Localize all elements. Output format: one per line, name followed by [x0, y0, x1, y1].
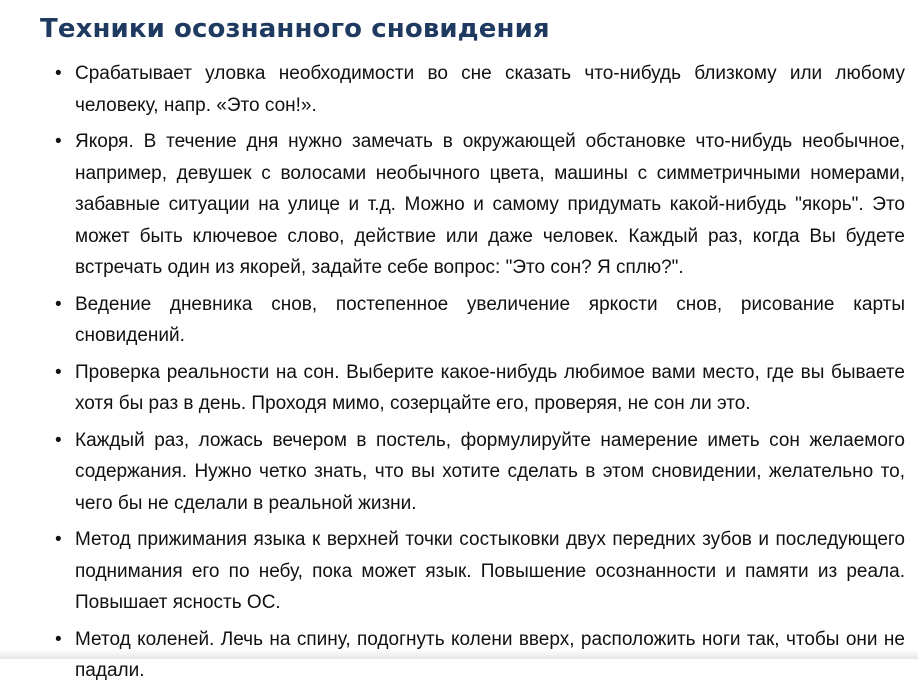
bullet-icon: •	[55, 293, 62, 315]
document-title: Техники осознанного сновидения	[40, 14, 550, 44]
bullet-icon: •	[55, 131, 62, 152]
bullet-icon: •	[55, 529, 62, 550]
list-item-text: Срабатывает уловка необходимости во сне сказать что-нибудь близкому или любому человеку, напр. «Это сон!».	[75, 63, 905, 116]
bullet-icon: •	[55, 63, 62, 84]
bullet-icon: •	[55, 429, 62, 451]
list-item	[55, 357, 905, 420]
techniques-list	[55, 58, 905, 692]
list-item	[55, 425, 905, 520]
list-item-text: Метод коленей. Лечь на спину, подогнуть колени вверх, расположить ноги так, чтобы они не падали.	[75, 628, 905, 681]
bullet-icon: •	[55, 361, 62, 383]
list-item	[55, 58, 905, 121]
list-item-text: Якоря. В течение дня нужно замечать в окружающей обстановке что-нибудь необычное, например, девушек с волосами необычного цвета, машины с симметричными номерами, забавные ситуации на улице и т.д. Можно и самому придумать какой-нибудь "якорь". Это может быть ключевое слово, действие или даже человек. Каждый раз, когда Вы будете встречать один из якорей, задайте себе вопрос: "Это сон? Я сплю?".	[75, 131, 905, 278]
list-item-text: Ведение дневника снов, постепенное увеличение яркости снов, рисование карты сновидений.	[75, 293, 905, 346]
list-item	[55, 524, 905, 619]
list-item-text: Метод прижимания языка к верхней точки состыковки двух передних зубов и последующего поднимания его по небу, пока может язык. Повышение осознанности и памяти из реала. Повышает ясность ОС.	[75, 529, 905, 613]
page-bottom-shadow	[0, 649, 918, 659]
list-item-text: Каждый раз, ложась вечером в постель, формулируйте намерение иметь сон желаемого содержания. Нужно четко знать, что вы хотите сделать в этом сновидении, желательно то, чего бы не сделали в реальной жизни.	[75, 429, 905, 514]
list-item-text: Проверка реальности на сон. Выберите какое-нибудь любимое вами место, где вы бываете хотя бы раз в день. Проходя мимо, созерцайте его, проверяя, не сон ли это.	[75, 361, 905, 414]
list-item	[55, 126, 905, 284]
list-item	[55, 289, 905, 352]
bullet-icon: •	[55, 628, 62, 650]
